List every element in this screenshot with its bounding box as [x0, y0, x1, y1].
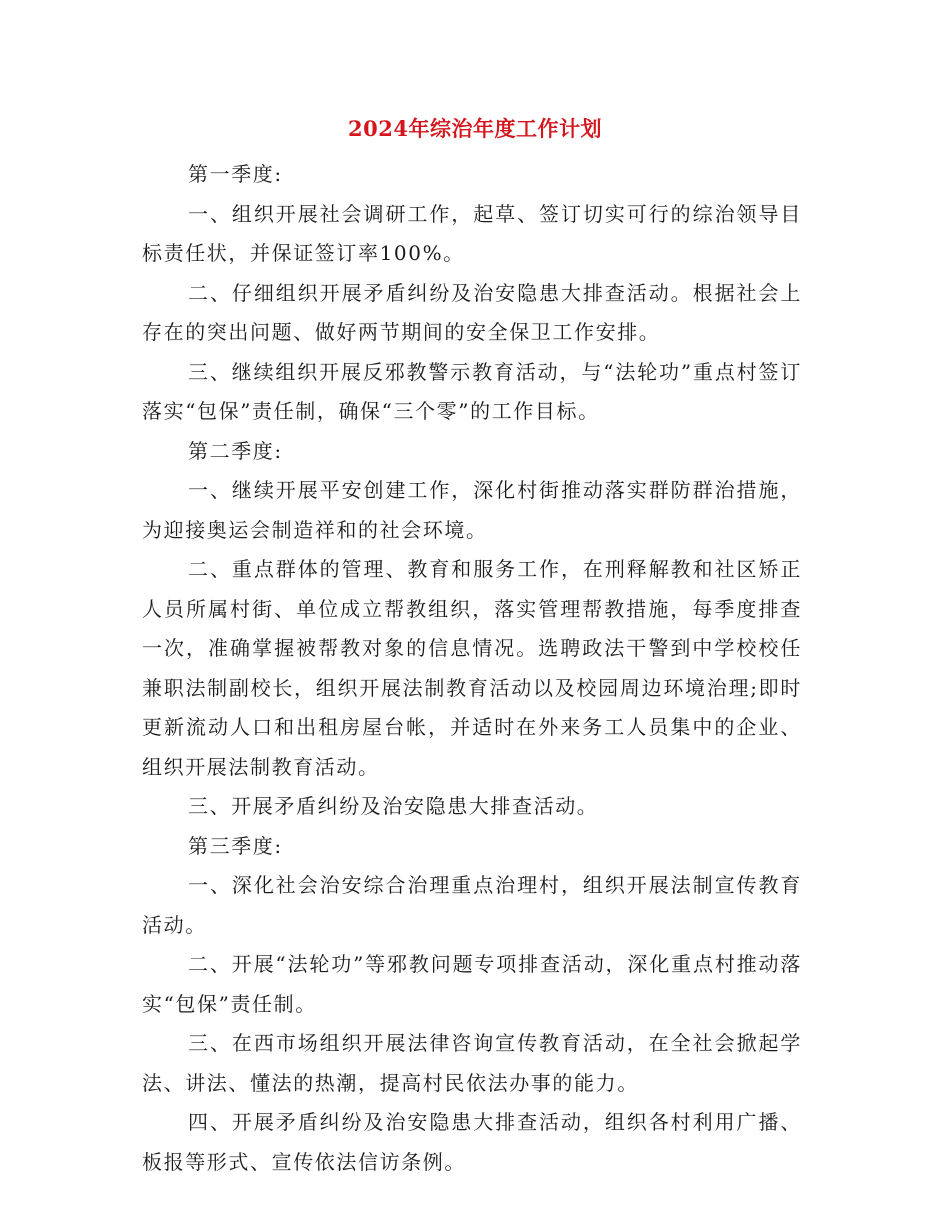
paragraph: 三、开展矛盾纠纷及治安隐患大排查活动。: [188, 794, 599, 818]
document-body: [142, 155, 802, 1182]
quarter-heading-q1: 第一季度:: [188, 162, 283, 186]
paragraph: 二、开展“法轮功”等邪教问题专项排查活动，深化重点村推动落实“包保”责任制。: [142, 952, 802, 1016]
paragraph: 三、在西市场组织开展法律咨询宣传教育活动，在全社会掀起学法、讲法、懂法的热潮，提高村民依法办事的能力。: [142, 1031, 802, 1095]
paragraph: 四、开展矛盾纠纷及治安隐患大排查活动，组织各村利用广播、板报等形式、宣传依法信访条例。: [142, 1110, 802, 1174]
quarter-heading-q3: 第三季度:: [188, 833, 283, 858]
paragraph: 二、仔细组织开展矛盾纠纷及治安隐患大排查活动。根据社会上存在的突出问题、做好两节期间的安全保卫工作安排。: [142, 280, 802, 344]
quarter-heading-q2: 第二季度:: [188, 438, 283, 463]
paragraph: 一、继续开展平安创建工作，深化村街推动落实群防群治措施，为迎接奥运会制造祥和的社会环境。: [142, 478, 802, 542]
paragraph: 一、组织开展社会调研工作，起草、签订切实可行的综治领导目标责任状，并保证签订率100%。: [142, 201, 802, 265]
paragraph: 二、重点群体的管理、教育和服务工作，在刑释解教和社区矫正人员所属村街、单位成立帮教组织，落实管理帮教措施，每季度排查一次，准确掌握被帮教对象的信息情况。选聘政法干警到中学校校任兼职法制副校长，组织开展法制教育活动以及校园周边环境治理;即时更新流动人口和出租房屋台帐，并适时在外来务工人员集中的企业、组织开展法制教育活动。: [142, 557, 802, 779]
paragraph: 一、深化社会治安综合治理重点治理村，组织开展法制宣传教育活动。: [142, 873, 802, 937]
document-title: 2024年综治年度工作计划: [348, 116, 602, 141]
paragraph: 三、继续组织开展反邪教警示教育活动，与“法轮功”重点村签订落实“包保”责任制，确保“三个零”的工作目标。: [142, 359, 802, 423]
